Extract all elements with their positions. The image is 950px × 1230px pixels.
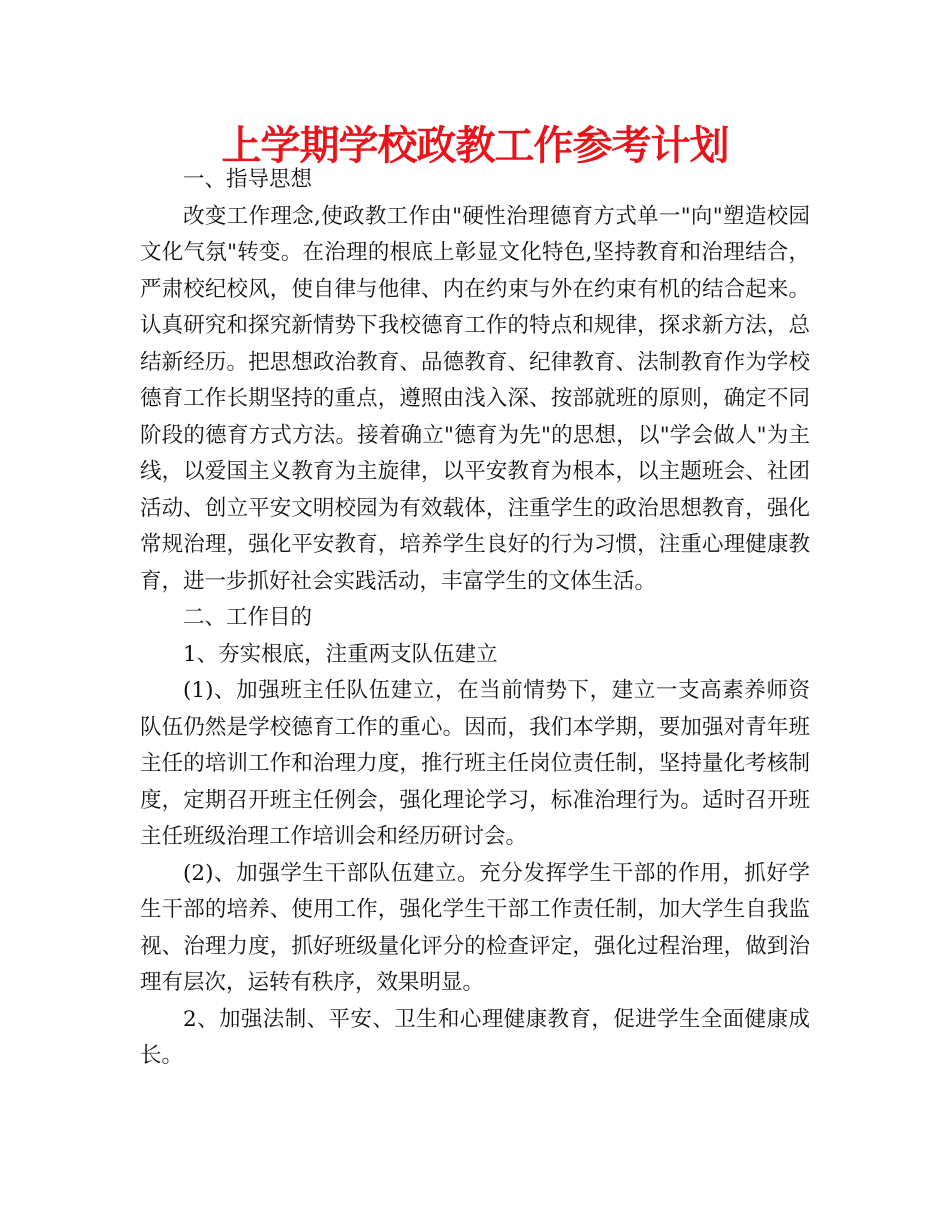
document-title: 上学期学校政教工作参考计划 bbox=[221, 123, 729, 169]
subheading-team-building: 1、夯实根底，注重两支队伍建立 bbox=[183, 641, 498, 667]
paragraph-student-cadre-team: (2)、加强学生干部队伍建立。充分发挥学生干部的作用，抓好学生干部的培养、使用工作，强化学生干部工作责任制，加大学生自我监视、治理力度，抓好班级量化评分的检查评定，强化过程治理，做到治理有层次，运转有秩序，效果明显。 bbox=[140, 860, 810, 995]
document-body bbox=[140, 162, 810, 1075]
section-heading-guiding-ideology: 一、指导思想 bbox=[183, 167, 313, 192]
section-heading-work-goals: 二、工作目的 bbox=[183, 605, 313, 630]
paragraph-head-teacher-team: (1)、加强班主任队伍建立，在当前情势下，建立一支高素养师资队伍仍然是学校德育工作的重心。因而，我们本学期，要加强对青年班主任的培训工作和治理力度，推行班主任岗位责任制，坚持量化考核制度，定期召开班主任例会，强化理论学习，标准治理行为。适时召开班主任班级治理工作培训会和经历研讨会。 bbox=[140, 678, 810, 849]
paragraph-guiding-ideology: 改变工作理念,使政教工作由"硬性治理德育方式单一"向"塑造校园文化气氛"转变。在治理的根底上彰显文化特色,坚持教育和治理结合，严肃校纪校风，使自律与他律、内在约束与外在约束有机的结合起来。认真研究和探究新情势下我校德育工作的特点和规律，探求新方法，总结新经历。把思想政治教育、品德教育、纪律教育、法制教育作为学校德育工作长期坚持的重点，遵照由浅入深、按部就班的原则，确定不同阶段的德育方式方法。接着确立"德育为先"的思想，以"学会做人"为主线，以爱国主义教育为主旋律，以平安教育为根本，以主题班会、社团活动、创立平安文明校园为有效载体，注重学生的政治思想教育，强化常规治理，强化平安教育，培养学生良好的行为习惯，注重心理健康教育，进一步抓好社会实践活动，丰富学生的文体生活。 bbox=[140, 203, 810, 594]
subheading-legal-safety-education: 2、加强法制、平安、卫生和心理健康教育，促进学生全面健康成长。 bbox=[140, 1006, 810, 1068]
